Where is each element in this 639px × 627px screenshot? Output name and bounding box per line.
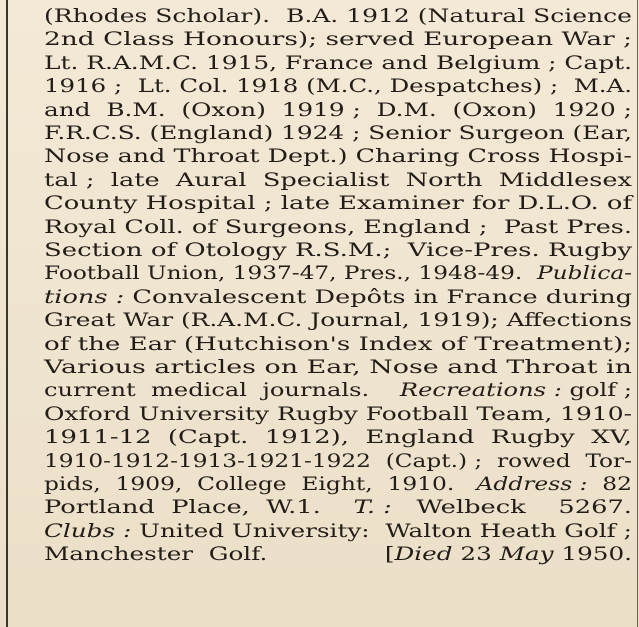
text-run: Manchester Golf. [ [44, 544, 395, 566]
text-run: Oxford University Rugby Football Team, 1910- [44, 403, 633, 425]
text-run: 1916 ; Lt. Col. 1918 (M.C., Despatches) ; M.A. [44, 76, 632, 98]
text-line [44, 472, 632, 498]
text-line [44, 308, 632, 334]
text-line [44, 542, 632, 568]
text-run: 2nd Class Honours); served European War ; [44, 29, 632, 51]
text-run: 82 [587, 474, 632, 495]
column-rule-right [637, 0, 638, 627]
text-line [44, 261, 632, 287]
italic-run: T. : [353, 497, 392, 519]
text-line [44, 285, 632, 311]
text-line [44, 4, 632, 30]
text-line [44, 74, 632, 100]
text-line [44, 449, 632, 475]
text-run: pids, 1909, College Eight, 1910. [44, 474, 477, 495]
italic-run: Recreations : [399, 380, 562, 402]
italic-run: Clubs : [44, 520, 132, 542]
text-line [44, 378, 632, 404]
text-run: 23 [452, 544, 500, 566]
text-run: (Rhodes Scholar). B.A. 1912 (Natural Science [44, 6, 632, 27]
text-run: Royal Coll. of Surgeons, England ; Past Pres. [44, 216, 632, 238]
text-line [44, 215, 632, 241]
text-run: Great War (R.A.M.C. Journal, 1919); Affections [44, 310, 633, 332]
text-run: tal ; late Aural Specialist North Middlesex [44, 169, 632, 191]
text-run: Football Union, 1937-47, Pres., 1948-49. [44, 263, 538, 285]
text-run: Various articles on Ear, Nose and Throat in [44, 357, 632, 378]
italic-run: Died [394, 544, 453, 566]
text-run: Lt. R.A.M.C. 1915, France and Belgium ; Capt. [44, 52, 632, 74]
text-line [44, 98, 632, 124]
text-line [44, 425, 632, 451]
italic-run: Address : [476, 474, 588, 495]
text-run: Welbeck 5267. [391, 497, 632, 519]
text-line [44, 519, 632, 545]
italic-run: tions : [44, 286, 125, 308]
text-line [44, 355, 632, 381]
text-run: and B.M. (Oxon) 1919 ; D.M. (Oxon) 1920 ; [44, 99, 633, 121]
text-run: 1910-1912-1913-1921-1922 (Capt.) ; rowed Tor- [44, 450, 632, 472]
text-line [44, 402, 632, 428]
text-run: 1950. [553, 544, 632, 566]
text-run: Nose and Throat Dept.) Charing Cross Hospi- [44, 146, 632, 168]
text-line [44, 51, 632, 77]
text-line [44, 495, 632, 521]
text-line [44, 238, 632, 264]
text-line [44, 27, 632, 53]
text-line [44, 191, 632, 217]
text-run: current medical journals. [44, 380, 400, 402]
column-rule-left [6, 0, 8, 627]
italic-run: May [499, 544, 554, 566]
text-run: golf ; [561, 380, 632, 402]
text-line [44, 121, 632, 147]
text-run: 1911-12 (Capt. 1912), England Rugby XV, [44, 427, 633, 449]
text-line [44, 144, 632, 170]
text-run: F.R.C.S. (England) 1924 ; Senior Surgeon (Ear, [44, 123, 633, 144]
text-run: United University: Walton Heath Golf ; [131, 520, 632, 542]
text-line [44, 168, 632, 194]
text-run: Convalescent Depôts in France during [124, 286, 633, 308]
text-line [44, 332, 632, 358]
text-run: Portland Place, W.1. [44, 497, 354, 519]
italic-run: Publica- [537, 263, 633, 285]
text-run: County Hospital ; late Examiner for D.L.O. of [44, 193, 633, 215]
text-run: of the Ear (Hutchison's Index of Treatment); [44, 333, 632, 355]
text-run: Section of Otology R.S.M.; Vice-Pres. Rugby [44, 240, 633, 261]
